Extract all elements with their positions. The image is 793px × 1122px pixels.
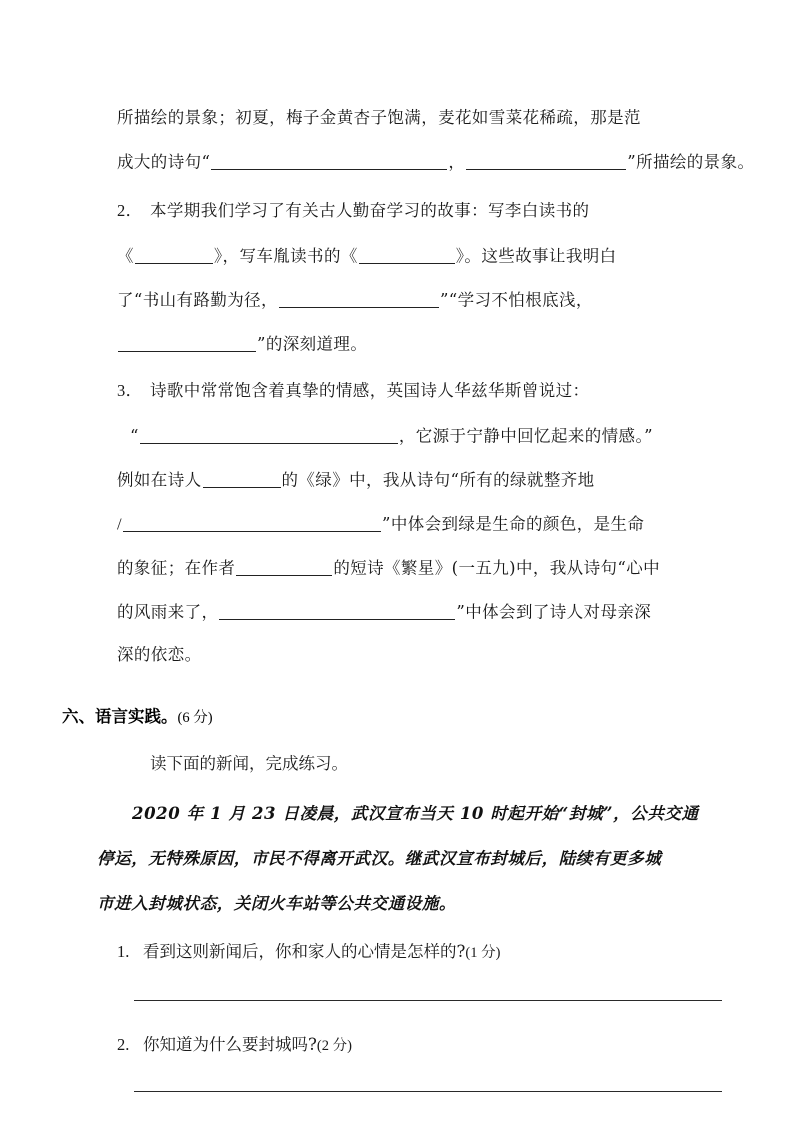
blank-item1-b[interactable] (466, 153, 626, 170)
subquestion-2 (117, 1031, 352, 1055)
item2-line-2 (117, 247, 617, 265)
item3-line1-text: 诗歌中常常饱含着真挚的情感，英国诗人华兹华斯曾说过： (150, 381, 590, 400)
blank-item2-b[interactable] (359, 247, 455, 264)
item3-line3-suffix: 的《绿》中，我从诗句“所有的绿就整齐地 (281, 470, 595, 490)
blank-item2-c[interactable] (279, 291, 439, 308)
item2-line2-part-c: 》。这些故事让我明白 (455, 246, 617, 266)
item3-line-7: 深的依恋。 (117, 645, 202, 664)
subquestion-2-marker: 2. (117, 1035, 130, 1054)
section-six-instruction: 读下面的新闻，完成练习。 (150, 754, 348, 773)
news-passage-line-2: 停运，无特殊原因，市民不得离开武汉。继武汉宣布封城后，陆续有更多城 (97, 849, 662, 868)
item2-line-1 (117, 203, 589, 220)
item1-continuation-line-1: 所描绘的景象；初夏，梅子金黄杏子饱满，麦花如雪菜花稀疏，那是范 (117, 108, 641, 127)
item1-continuation-line-2 (117, 153, 754, 171)
blank-item3-d[interactable] (236, 559, 332, 576)
blank-item2-d[interactable] (118, 335, 256, 352)
item1-line2-suffix: ”所描绘的景象。 (627, 152, 755, 172)
item3-line2-suffix: ，它源于宁静中回忆起来的情感。” (398, 426, 653, 446)
item3-line-6 (117, 603, 651, 621)
item1-line2-prefix: 成大的诗句“ (117, 152, 211, 172)
item3-line5-prefix: 的象征；在作者 (117, 558, 236, 578)
item3-line-2 (130, 427, 653, 445)
news-passage-line-1: 2020 年 1 月 23 日凌晨，武汉宣布当天 10 时起开始“封城”，公共交通 (132, 804, 699, 823)
item3-line6-suffix: ”中体会到了诗人对母亲深 (456, 602, 652, 622)
answer-rule-2[interactable] (134, 1091, 722, 1092)
item2-line3-prefix: 了“书山有路勤为径， (117, 290, 278, 310)
subquestion-2-points: (2 分) (316, 1038, 352, 1054)
item2-line4-suffix: ”的深刻道理。 (257, 334, 368, 354)
item2-line1-text: 本学期我们学习了有关古人勤奋学习的故事：写李白读书的 (150, 201, 590, 220)
item3-line4-suffix: ”中体会到绿是生命的颜色，是生命 (381, 514, 645, 534)
item3-line4-prefix: / (117, 514, 122, 534)
item3-line5-suffix: 的短诗《繁星》(一五九)中，我从诗句“心中 (333, 558, 661, 578)
item3-line-1 (117, 383, 589, 400)
blank-item3-e[interactable] (219, 603, 455, 620)
item3-line3-prefix: 例如在诗人 (117, 470, 202, 490)
subquestion-1-marker: 1. (117, 942, 130, 961)
news-passage-line-3: 市进入封城状态，关闭火车站等公共交通设施。 (97, 894, 457, 913)
section-six-heading (62, 703, 213, 727)
item2-line2-part-a: 《 (117, 246, 134, 266)
item1-line2-mid: ， (448, 152, 466, 172)
section-six-score: (6 分) (177, 710, 213, 726)
blank-item1-a[interactable] (211, 153, 447, 170)
blank-item2-a[interactable] (135, 247, 213, 264)
answer-rule-1[interactable] (134, 1000, 722, 1001)
item2-line-4 (117, 335, 367, 353)
item3-number: 3． (117, 381, 143, 400)
blank-item3-a[interactable] (140, 427, 398, 444)
subquestion-1-text: 看到这则新闻后，你和家人的心情是怎样的? (143, 942, 466, 961)
section-six-heading-text: 六、语言实践。 (62, 707, 178, 726)
blank-item3-c[interactable] (123, 515, 381, 532)
item3-line-4 (117, 515, 644, 533)
item3-line6-prefix: 的风雨来了， (117, 602, 219, 622)
item2-number: 2． (117, 201, 143, 220)
item3-line-3 (117, 471, 595, 489)
subquestion-2-text: 你知道为什么要封城吗? (143, 1035, 317, 1054)
item2-line2-part-b: 》，写车胤读书的《 (213, 246, 358, 266)
subquestion-1 (117, 938, 500, 962)
subquestion-1-points: (1 分) (465, 945, 501, 961)
blank-item3-b[interactable] (203, 471, 281, 488)
item3-line2-prefix: “ (130, 426, 139, 446)
item3-line-5 (117, 559, 660, 577)
item2-line-3 (117, 291, 593, 309)
item2-line3-suffix: ”“学习不怕根底浅， (439, 290, 593, 310)
